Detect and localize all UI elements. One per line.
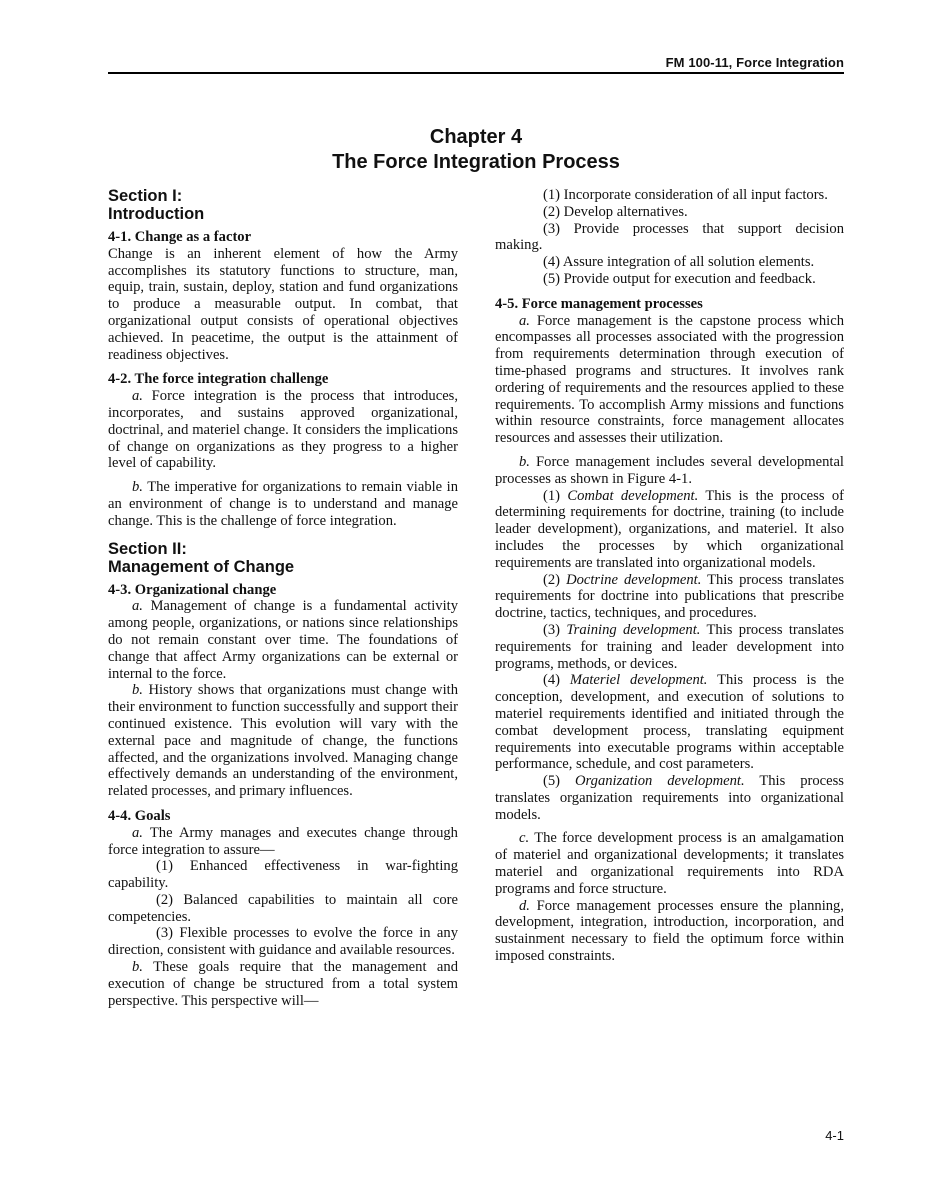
para-label: d. <box>519 897 530 914</box>
right-column <box>495 187 844 965</box>
para-label: b. <box>132 682 143 699</box>
para-text: Force management includes several developmental processes as shown in Figure 4-1. <box>495 453 844 487</box>
para-4-5-a <box>495 313 844 447</box>
header-rule <box>108 72 844 74</box>
para-text: Force management processes ensure the planning, development, integration, introduction, incorporation, and sustainment necessary to field the optimum force within imposed constraints. <box>495 897 844 965</box>
goal-item-3: (3) Flexible processes to evolve the force in any direction, consistent with guidance and available resources. <box>108 925 458 959</box>
section-1-title <box>108 187 458 223</box>
perspective-item-5: (5) Provide output for execution and feedback. <box>543 270 816 287</box>
para-text: The force development process is an amalgamation of materiel and organizational developments; it translates materiel and organizational requirements into RDA programs and force structure. <box>495 830 844 897</box>
dev-item-title: Organization development. <box>574 773 745 790</box>
section-2-name: Management of Change <box>108 557 295 576</box>
running-header: FM 100-11, Force Integration <box>665 55 844 70</box>
dev-item-2 <box>495 572 844 622</box>
dev-item-num: (4) <box>543 672 561 689</box>
left-column <box>108 187 458 1009</box>
dev-item-title: Materiel development. <box>569 672 708 689</box>
heading-4-4: 4-4. Goals <box>108 807 171 824</box>
para-label: a. <box>132 388 143 405</box>
para-text: Force management is the capstone process which encompasses all processes associated with the progression from requirements determination through execution of time-phased programs and structures. It involves rank ordering of requirements and the resources applied to these requirements. To accomplish Army missions and functions within resource constraints, force management allocates resources and assesses their utilization. <box>495 312 844 447</box>
heading-4-3: 4-3. Organizational change <box>108 581 277 598</box>
heading-4-2: 4-2. The force integration challenge <box>108 371 329 388</box>
chapter-number: Chapter 4 <box>429 126 523 148</box>
para-label: b. <box>519 453 530 470</box>
goal-item-2: (2) Balanced capabilities to maintain all core competencies. <box>108 891 458 925</box>
para-4-3-a <box>108 598 458 682</box>
dev-item-text: This process is the conception, development, and execution of solutions to materiel requirements identified and initiated through the combat development process, translating equipment requirements into executable programs within acceptable performance, schedule, and cost parameters. <box>495 672 844 773</box>
para-label: c. <box>519 830 530 847</box>
para-4-4-a <box>108 825 458 859</box>
dev-item-num: (3) <box>543 621 561 638</box>
dev-item-5 <box>495 773 844 823</box>
heading-4-1: 4-1. Change as a factor <box>108 229 252 245</box>
dev-item-title: Doctrine development. <box>566 571 702 588</box>
para-text: Management of change is a fundamental activity among people, organizations, or nations since relationships do not remain constant over time. The foundations of change that affect Army organizations can be external or internal to the force. <box>108 598 458 682</box>
para-text: These goals require that the management and execution of change be structured from a total system perspective. This perspective will— <box>108 959 458 1009</box>
perspective-item-1: (1) Incorporate consideration of all input factors. <box>543 187 828 203</box>
para-label: a. <box>132 598 143 615</box>
dev-item-num: (1) <box>543 487 561 504</box>
dev-item-text: This process translates requirements for training and leader development into programs, methods, or devices. <box>495 621 844 672</box>
dev-item-title: Combat development. <box>567 487 699 504</box>
section-1-number: Section I: <box>108 187 183 205</box>
dev-item-4 <box>495 672 844 773</box>
para-text: The Army manages and executes change through force integration to assure— <box>108 824 458 858</box>
para-label: b. <box>132 959 143 976</box>
para-text: The imperative for organizations to remain viable in an environment of change is to understand and manage change. This is the challenge of force integration. <box>108 479 458 529</box>
para-label: a. <box>132 824 143 841</box>
dev-item-text: This process translates requirements for doctrine into publications that prescribe doctrine, tactics, techniques, and procedures. <box>495 571 844 622</box>
para-4-1: Change is an inherent element of how the Army accomplishes its statutory functions to structure, man, equip, train, sustain, deploy, station and fund organizations to produce a measurable output. In combat, that organizational output consists of operational objectives achieved. In peacetime, the output is the attainment of readiness objectives. <box>108 245 458 363</box>
perspective-item-4: (4) Assure integration of all solution elements. <box>543 254 815 271</box>
para-4-2-a <box>108 388 458 472</box>
para-4-5-d <box>495 898 844 965</box>
para-4-4-b <box>108 959 458 1009</box>
dev-item-1 <box>495 488 844 572</box>
section-2-number: Section II: <box>108 539 187 558</box>
para-4-3-b <box>108 682 458 800</box>
para-4-2-b <box>108 479 458 529</box>
dev-item-num: (5) <box>543 773 561 790</box>
dev-item-text: This is the process of determining requirements for doctrine, training (to include leader development), organizations, and materiel. It also includes the processes by which organizational requirements are translated into organizational models. <box>495 487 844 571</box>
dev-item-text: This process translates organization requirements into organizational models. <box>495 773 844 823</box>
dev-item-title: Training development. <box>566 621 701 638</box>
chapter-title: The Force Integration Process <box>332 151 620 173</box>
page-number: 4-1 <box>825 1128 844 1143</box>
goal-item-1: (1) Enhanced effectiveness in war-fighting capability. <box>108 858 458 892</box>
para-text: Force integration is the process that introduces, incorporates, and sustains approved organizational, doctrinal, and materiel change. It considers the implications of change on organizations as they progress to a higher level of capability. <box>108 388 458 472</box>
section-2-title <box>108 540 458 576</box>
perspective-item-3: (3) Provide processes that support decision making. <box>495 220 844 254</box>
para-4-5-b <box>495 454 844 488</box>
dev-item-num: (2) <box>543 571 561 588</box>
dev-item-3 <box>495 622 844 672</box>
para-text: History shows that organizations must change with their environment to function successfully and support their continued existence. This evolution will vary with the external pace and magnitude of change, the functions affected, and the organizations involved. Managing change effectively demands an understanding of the environment, related processes, and primary influences. <box>108 682 458 800</box>
perspective-item-2: (2) Develop alternatives. <box>543 203 688 220</box>
para-label: b. <box>132 479 143 496</box>
section-1-name: Introduction <box>108 205 205 223</box>
heading-4-5: 4-5. Force management processes <box>495 295 703 312</box>
para-label: a. <box>519 312 530 329</box>
para-4-5-c <box>495 830 844 897</box>
chapter-title-block <box>0 125 926 175</box>
